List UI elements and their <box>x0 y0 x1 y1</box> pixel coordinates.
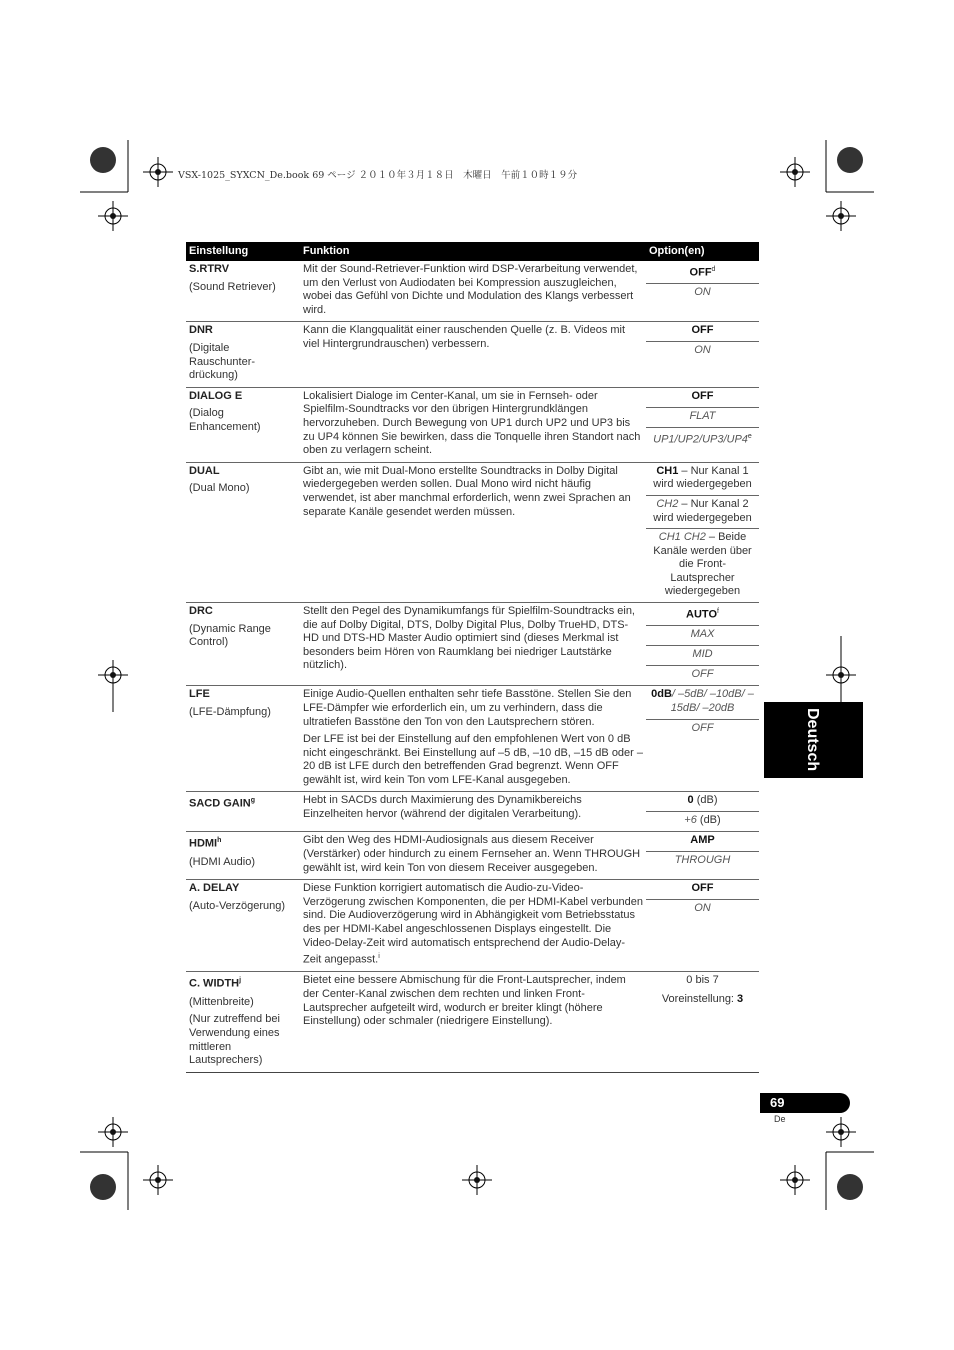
function-description-text: Lokalisiert Dialoge im Center-Kanal, um sie in Fernseh- oder Spielfilm-Soundtracks vor den übrigen Hintergrundklängen hervorzuheben. Durch Bewegung von UP1 durch UP2 und UP3 bis zu UP4 können Sie bewirken, dass die Tonquelle ihren Standort nach oben zu verlagern scheint. <box>303 389 641 457</box>
option-italic: ON <box>694 344 711 357</box>
option-bold: OFF <box>691 882 714 895</box>
footnote-ref: f <box>717 608 719 616</box>
table-row <box>186 792 759 832</box>
option-item <box>646 322 759 342</box>
option-item <box>646 261 759 284</box>
option-item <box>646 852 759 871</box>
function-cell <box>300 387 646 462</box>
setting-name <box>189 834 297 851</box>
option-text: – Nur Kanal 1 wird wiedergegeben <box>653 464 752 491</box>
function-description-text: Einige Audio-Quellen enthalten sehr tiefe Basstöne. Stellen Sie den LFE-Dämpfer wie erforderlich ein, um zu verhindern, dass die ultratiefen Basstöne den Ton von den Lautsprechern stören. <box>303 688 632 728</box>
option-item <box>646 626 759 646</box>
function-description-text: Kann die Klangqualität einer rauschenden Quelle (z. B. Videos mit viel Hintergrundrauschen) verbessern. <box>303 324 626 350</box>
language-side-tab-label: Deutsch <box>804 708 821 772</box>
setting-name <box>189 605 297 619</box>
setting-cell <box>186 832 300 880</box>
option-item <box>646 720 759 739</box>
option-item <box>646 342 759 361</box>
options-cell <box>646 387 759 462</box>
options-cell <box>646 322 759 387</box>
setting-cell <box>186 322 300 387</box>
options-cell <box>646 972 759 1072</box>
options-cell <box>646 792 759 832</box>
options-cell <box>646 880 759 972</box>
function-cell <box>300 792 646 832</box>
option-bold: AMP <box>690 834 715 847</box>
footnote-ref: j <box>239 977 242 985</box>
function-cell <box>300 603 646 686</box>
option-text: 0 bis 7 <box>686 974 719 987</box>
table-row <box>186 832 759 880</box>
setting-subtitle: (HDMI Audio) <box>189 855 256 868</box>
option-italic: UP1/UP2/UP3/UP4 <box>653 433 748 446</box>
option-item <box>646 832 759 852</box>
function-cell <box>300 832 646 880</box>
setting-cell <box>186 792 300 832</box>
option-text: (dB) <box>693 794 718 807</box>
option-bold: 0dB <box>651 688 672 701</box>
table-body <box>186 261 759 1072</box>
options-cell <box>646 686 759 792</box>
setting-name <box>189 324 297 338</box>
table-row <box>186 261 759 322</box>
table-row <box>186 603 759 686</box>
option-italic: CH2 <box>656 497 679 510</box>
function-description-text: Diese Funktion korrigiert automatisch die Audio-zu-Video-Verzögerung zwischen Komponenten, die per HDMI-Kabel verbunden sind. Die Audioverzögerung wird in Abhängigkeit vom Betriebsstatus des per HDMI-Kabel angeschlossenen Displays eingestellt. Die Video-Delay-Zeit wird automatisch entsprechend der Audio-Delay-Zeit angepasst. <box>303 882 643 966</box>
setting-subtitle: (Sound Retriever) <box>189 280 276 293</box>
function-description <box>303 605 643 673</box>
option-item <box>646 666 759 685</box>
option-item <box>646 686 759 719</box>
setting-name <box>189 465 297 479</box>
option-item <box>646 792 759 812</box>
col-header-function: Funktion <box>300 242 646 261</box>
setting-name-text: HDMI <box>189 838 218 851</box>
function-description <box>303 390 643 458</box>
option-bold: CH1 <box>656 464 679 477</box>
option-item <box>646 646 759 666</box>
option-italic: / –5dB/ –10dB/ –15dB/ –20dB <box>670 688 754 714</box>
option-item <box>646 991 759 1010</box>
function-description <box>303 974 643 1028</box>
option-item <box>646 972 759 991</box>
setting-cell <box>186 261 300 322</box>
setting-subtitle: (Dual Mono) <box>189 482 250 495</box>
setting-subtitle: (Nur zutreffend bei Verwendung eines mittleren Lautsprechers) <box>189 1013 280 1067</box>
option-italic: MAX <box>690 628 715 641</box>
setting-name <box>189 390 297 404</box>
setting-name-text: DNR <box>189 324 213 337</box>
table-header-row <box>186 242 759 261</box>
option-italic: OFF <box>691 721 714 734</box>
function-description <box>303 324 643 351</box>
table-row <box>186 880 759 972</box>
setting-subtitle: (LFE-Dämpfung) <box>189 705 271 718</box>
option-item <box>646 496 759 529</box>
setting-name-text: S.RTRV <box>189 263 230 275</box>
table-row <box>186 462 759 602</box>
function-description <box>303 834 643 875</box>
options-cell <box>646 261 759 322</box>
setting-name <box>189 882 297 896</box>
setting-subtitle: (Mittenbreite) <box>189 995 254 1008</box>
option-text: Voreinstellung: <box>661 993 738 1006</box>
function-description <box>303 794 643 821</box>
setting-name <box>189 974 297 991</box>
setting-cell <box>186 462 300 602</box>
print-header-line: VSX-1025_SYXCN_De.book 69 ページ ２０１０年３月１８日 木曜日 午前１０時１９分 <box>178 170 578 181</box>
function-description-text: Bietet eine bessere Abmischung für die Front-Lautsprecher, indem der Center-Kanal zwischen dem rechten und linken Front-Lautsprecher aufgeteilt wird, wodurch er breiter klingt (höhere Einstellung) oder schmaler (niedrigere Einstellung). <box>303 974 626 1028</box>
table-row <box>186 972 759 1072</box>
option-item <box>646 428 759 450</box>
setting-cell <box>186 603 300 686</box>
setting-name <box>189 794 297 811</box>
footnote-ref: h <box>217 837 222 845</box>
options-cell <box>646 603 759 686</box>
function-cell <box>300 261 646 322</box>
table-row <box>186 322 759 387</box>
option-text: (dB) <box>696 814 721 827</box>
setting-subtitle: (Auto-Verzögerung) <box>189 899 285 912</box>
col-header-options: Option(en) <box>646 242 759 261</box>
options-cell <box>646 832 759 880</box>
option-item <box>646 408 759 428</box>
function-description-text: Stellt den Pegel des Dynamikumfangs für Spielfilm-Soundtracks ein, die auf Dolby Digital, DTS, Dolby Digital Plus, Dolby TrueHD, DTS-HD und DTS-HD Master Audio optimiert sind (dieses Merkmal ist besonders beim Hören von Raumklang bei niedriger Lautstärke nützlich). <box>303 605 635 672</box>
footnote-ref: g <box>250 797 256 805</box>
setting-name-text: C. WIDTH <box>189 978 240 991</box>
setting-name-text: LFE <box>189 688 210 701</box>
option-item <box>646 603 759 626</box>
option-italic: CH1 CH2 <box>658 531 706 544</box>
footnote-ref: d <box>711 266 716 273</box>
option-item <box>646 463 759 496</box>
function-description-text: Gibt den Weg des HDMI-Audiosignals aus diesem Receiver (Verstärker) oder hindurch zu einem Fernseher an. Wenn THROUGH gewählt ist, wird kein Ton von diesem Receiver ausgegeben. <box>303 834 641 874</box>
option-item <box>646 388 759 408</box>
function-description <box>303 688 643 729</box>
option-italic: THROUGH <box>674 854 731 867</box>
setting-name <box>189 688 297 702</box>
function-description <box>303 465 643 519</box>
function-cell <box>300 972 646 1072</box>
option-bold: OFF <box>689 266 712 279</box>
options-cell <box>646 462 759 602</box>
setting-name-text: A. DELAY <box>189 882 240 895</box>
page-language: De <box>774 1114 786 1124</box>
col-header-setting: Einstellung <box>186 242 300 261</box>
option-bold: OFF <box>691 324 714 337</box>
option-italic: ON <box>694 286 711 299</box>
table-row <box>186 387 759 462</box>
option-item <box>646 812 759 831</box>
option-item <box>646 900 759 919</box>
setting-cell <box>186 387 300 462</box>
function-description <box>303 882 643 967</box>
option-text: – Nur Kanal 2 wird wiedergegeben <box>653 497 752 524</box>
function-description-text: Mit der Sound-Retriever-Funktion wird DSP-Verarbeitung verwendet, um den Verlust von Audiodaten bei Kompression auszugleichen, wobei das Gefühl von Dichte und Modulation des Klangs verbessert wird. <box>303 263 638 316</box>
option-italic: MID <box>692 648 713 661</box>
option-italic: +6 <box>684 814 697 827</box>
option-bold: 0 <box>687 794 694 807</box>
function-cell <box>300 880 646 972</box>
page-number: 69 <box>770 1095 785 1110</box>
setting-cell <box>186 972 300 1072</box>
function-description-text: Hebt in SACDs durch Maximierung des Dynamikbereichs Einzelheiten hervor (während der digitalen Verarbeitung). <box>303 794 582 821</box>
setting-cell <box>186 880 300 972</box>
settings-table <box>186 242 759 1073</box>
table-row <box>186 686 759 792</box>
setting-name <box>189 263 297 277</box>
footnote-ref: i <box>378 953 380 961</box>
setting-name-text: DUAL <box>189 464 220 477</box>
setting-subtitle: (Dialog Enhancement) <box>189 407 261 433</box>
option-item <box>646 284 759 303</box>
setting-name-text: SACD GAIN <box>189 798 251 811</box>
option-bold: 3 <box>737 993 744 1006</box>
setting-subtitle: (Dynamic Range Control) <box>189 622 271 649</box>
function-description <box>303 263 643 317</box>
setting-name-text: DIALOG E <box>189 389 243 402</box>
function-cell <box>300 686 646 792</box>
option-italic: FLAT <box>689 409 716 422</box>
option-item <box>646 880 759 900</box>
option-italic: OFF <box>691 668 714 681</box>
function-description-2: Der LFE ist bei der Einstellung auf den empfohlenen Wert von 0 dB nicht eingeschränkt. Bei Einstellung auf –5 dB, –10 dB, –15 dB oder –20 dB ist LFE durch den betreffenden Grad begrenzt. Wenn OFF gewählt ist, wird kein Ton vom LFE-Kanal ausgegeben. <box>303 733 644 786</box>
setting-name-text: DRC <box>189 605 213 618</box>
setting-subtitle: (Digitale Rauschunter-drückung) <box>189 341 256 382</box>
function-cell <box>300 322 646 387</box>
function-description-text: Gibt an, wie mit Dual-Mono erstellte Soundtracks in Dolby Digital wiedergegeben werden sollen. Dual Mono wird nicht häufig verwendet, ist aber manchmal erforderlich, wenn zwei Sprachen an separate Kanäle gesendet werden müssen. <box>303 464 631 518</box>
option-text: – Beide Kanäle werden über die Front-Lautsprecher wiedergegeben <box>653 531 752 598</box>
footnote-ref: e <box>747 432 752 440</box>
option-bold: AUTO <box>686 608 717 621</box>
option-item <box>646 529 759 602</box>
setting-cell <box>186 686 300 792</box>
option-italic: ON <box>694 902 711 915</box>
function-cell <box>300 462 646 602</box>
option-bold: OFF <box>691 389 714 402</box>
